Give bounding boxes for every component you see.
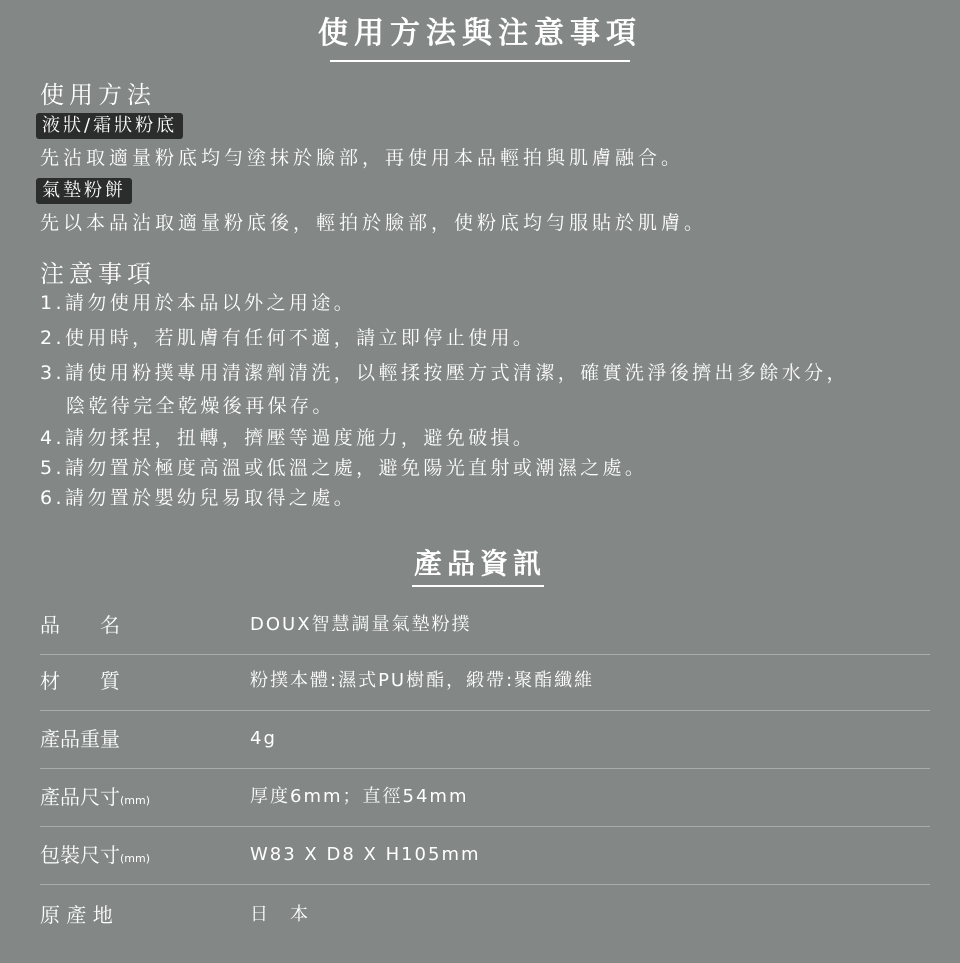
info-label: 產品尺寸(mm) xyxy=(40,785,151,809)
info-value: 日 本 xyxy=(250,904,310,925)
usage-title-underline xyxy=(330,60,630,62)
info-label: 包裝尺寸(mm) xyxy=(40,843,151,867)
note-line: 6.請勿置於嬰幼兒易取得之處。 xyxy=(40,487,357,509)
info-row-origin xyxy=(40,889,930,945)
info-value: 厚度6mm；直徑54mm xyxy=(250,786,469,807)
info-row-divider xyxy=(40,768,930,769)
product-info-title: 產品資訊 xyxy=(413,547,546,580)
info-row-package-size xyxy=(40,829,930,885)
usage-tag-liquid: 液狀/霜狀粉底 xyxy=(36,113,183,139)
info-row-name xyxy=(40,599,930,655)
info-row-material xyxy=(40,655,930,711)
info-row-weight xyxy=(40,713,930,769)
usage-heading: 使用方法 xyxy=(40,81,156,109)
info-row-divider xyxy=(40,826,930,827)
note-line: 1.請勿使用於本品以外之用途。 xyxy=(40,292,357,314)
usage-text-liquid: 先沾取適量粉底均勻塗抹於臉部，再使用本品輕拍與肌膚融合。 xyxy=(40,147,685,169)
info-label: 產品重量 xyxy=(40,727,120,751)
note-line: 5.請勿置於極度高溫或低溫之處，避免陽光直射或潮濕之處。 xyxy=(40,457,648,479)
info-row-size xyxy=(40,771,930,827)
usage-tag-cushion: 氣墊粉餅 xyxy=(36,178,132,204)
info-label: 品 名 xyxy=(40,613,120,637)
notes-heading: 注意事項 xyxy=(40,260,156,288)
note-line: 2.使用時，若肌膚有任何不適，請立即停止使用。 xyxy=(40,327,536,349)
usage-text-cushion: 先以本品沾取適量粉底後，輕拍於臉部，使粉底均勻服貼於肌膚。 xyxy=(40,212,708,234)
usage-title: 使用方法與注意事項 xyxy=(318,16,642,51)
info-row-divider xyxy=(40,710,930,711)
info-row-divider xyxy=(40,884,930,885)
info-value: W83 X D8 X H105mm xyxy=(250,844,481,865)
note-line: 4.請勿揉捏，扭轉，擠壓等過度施力，避免破損。 xyxy=(40,427,536,449)
info-value: DOUX智慧調量氣墊粉撲 xyxy=(250,614,472,635)
info-value: 粉撲本體:濕式PU樹酯，緞帶:聚酯纖維 xyxy=(250,670,595,691)
info-label: 原 產 地 xyxy=(40,903,113,927)
info-label: 材 質 xyxy=(40,669,120,693)
note-line: 陰乾待完全乾燥後再保存。 xyxy=(66,395,335,417)
info-value: 4g xyxy=(250,728,277,749)
note-line: 3.請使用粉撲專用清潔劑清洗，以輕揉按壓方式清潔，確實洗淨後擠出多餘水分， xyxy=(40,362,849,384)
product-info-title-underline xyxy=(412,585,544,587)
